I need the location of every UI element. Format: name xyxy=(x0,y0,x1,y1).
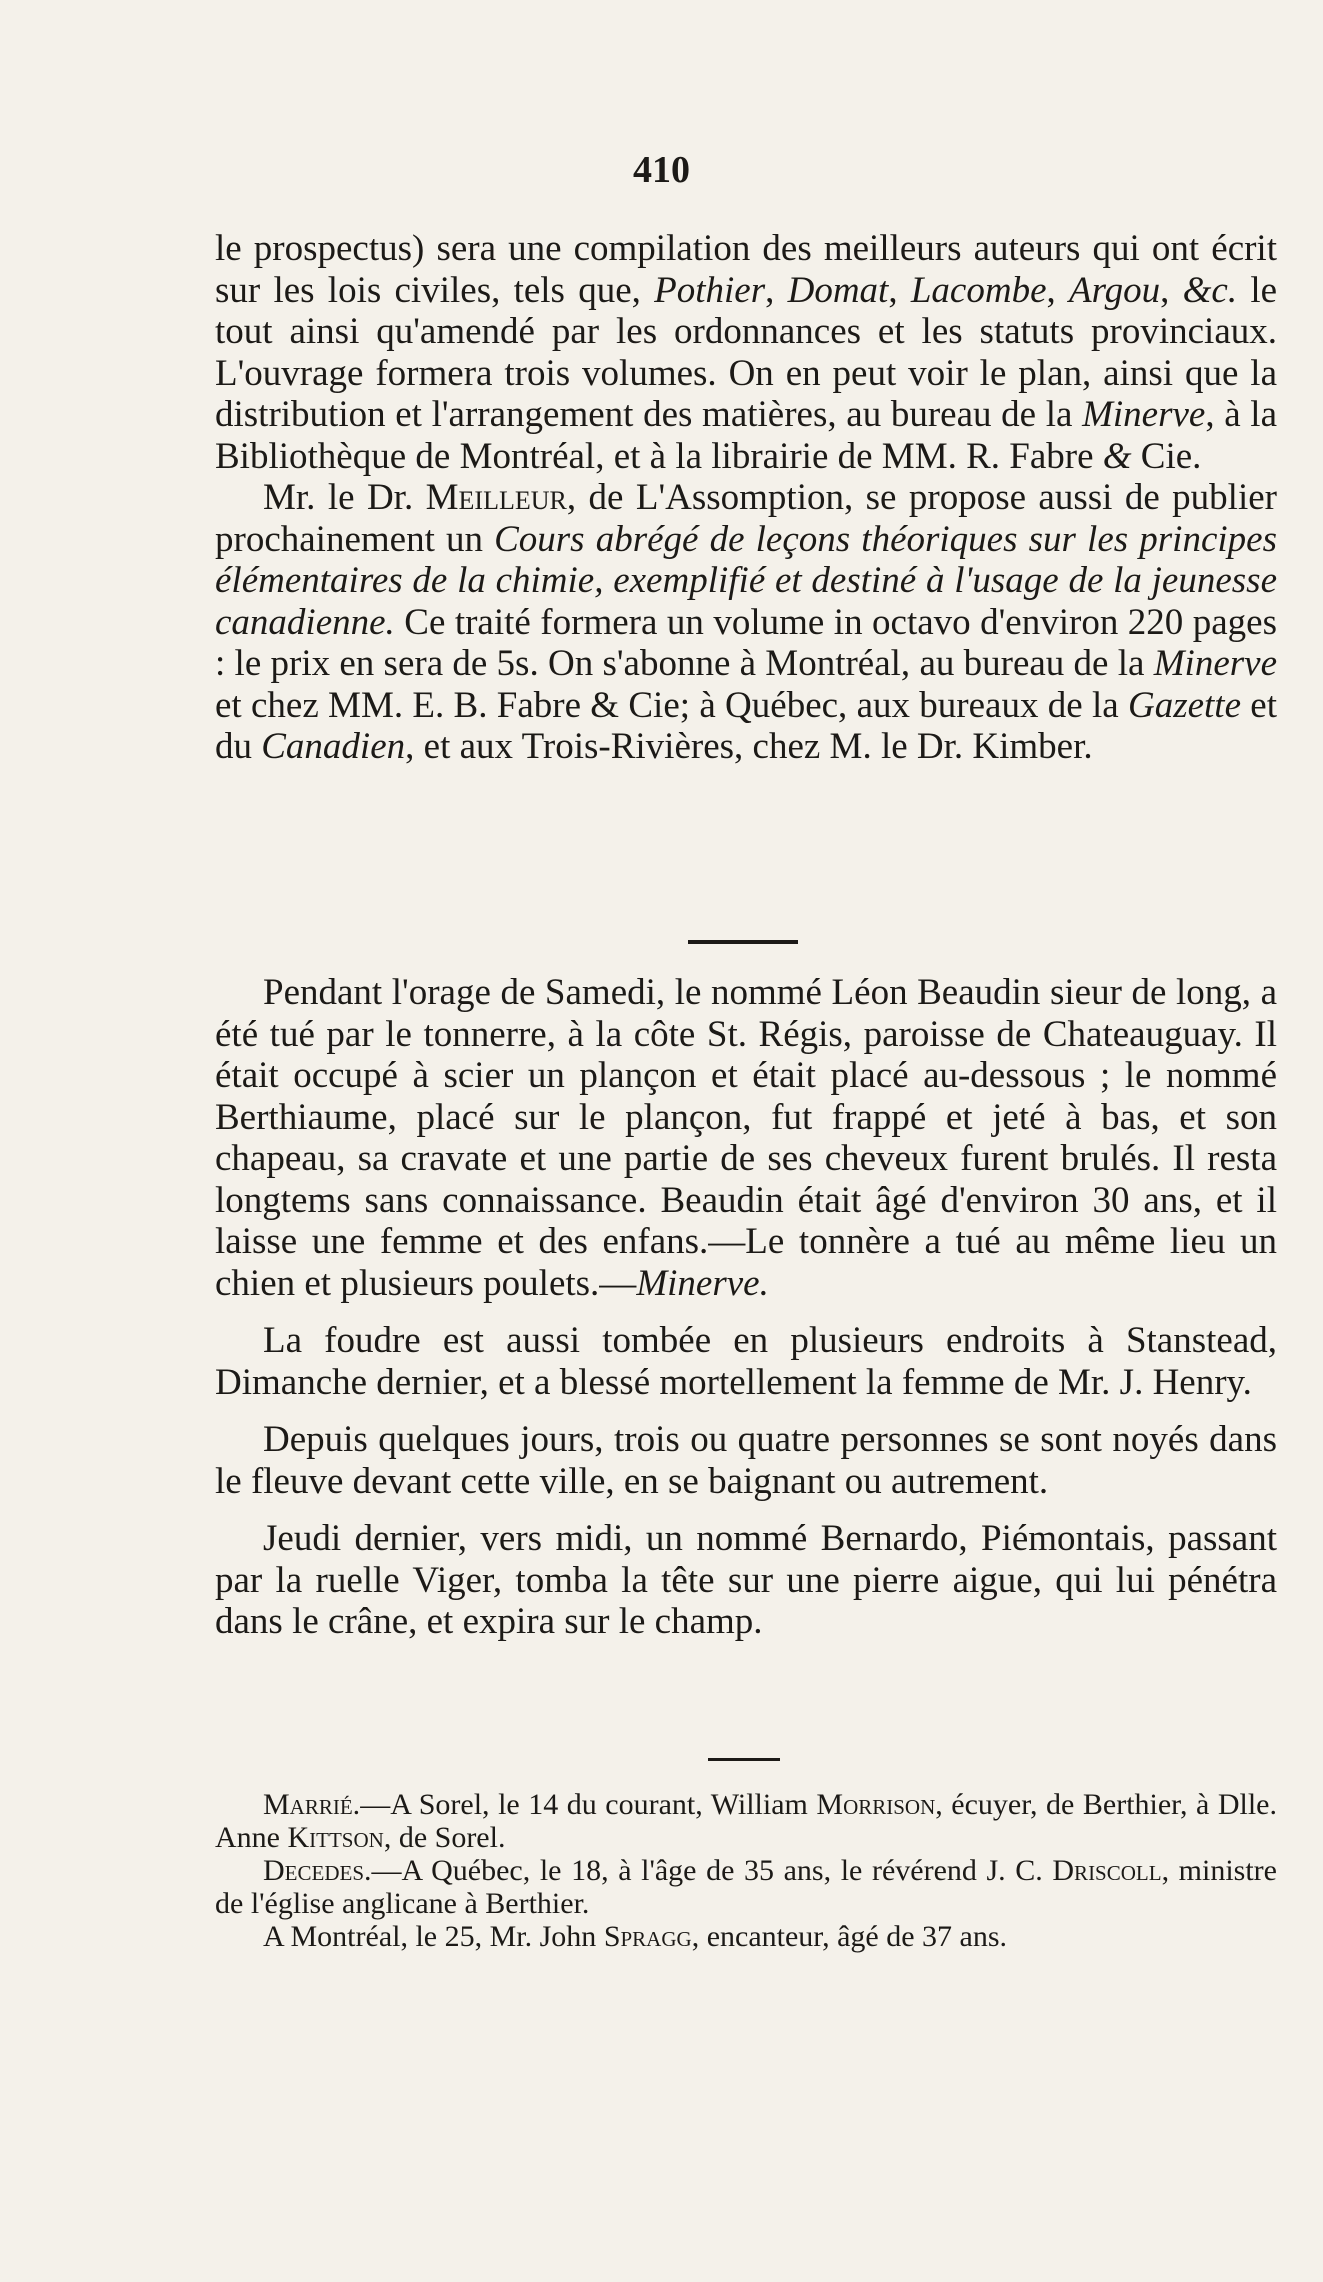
article-block-news xyxy=(215,972,1277,1643)
italic-text: &c. xyxy=(1182,269,1238,311)
section-divider xyxy=(708,1758,780,1761)
paragraph-orage: Pendant l'orage de Samedi, le nommé Léon Beaudin sieur de long, a été tué par le tonnerre, à la côte St. Régis, paroisse de Chateauguay. Il était occupé à scier un plançon et était placé au-dessous ; le nommé Berthiaume, placé sur le plançon, fut frappé et jeté à bas, et son chapeau, sa cravate et une partie de ses cheveux furent brulés. Il resta longtems sans connaissance. Beaudin était âgé d'environ 30 ans, et il laisse une femme et des enfans.—Le tonnère a tué au même lieu un chien et plusieurs poulets.—Minerve. xyxy=(215,972,1277,1304)
italic-text: Cours abrégé de leçons théoriques sur les principes élémentaires de la chimie, exemplifié et destiné à l'usage de la jeunesse canadienne. xyxy=(215,518,1277,643)
paragraph-prospectus: le prospectus) sera une compilation des meilleurs auteurs qui ont écrit sur les lois civiles, tels que, Pothier, Domat, Lacombe, Argou, &c. le tout ainsi qu'amendé par les ordonnances et les statuts provinciaux. L'ouvrage formera trois volumes. On en peut voir le plan, ainsi que la distribution et l'arrangement des matières, au bureau de la Minerve, à la Bibliothèque de Montréal, et à la librairie de MM. R. Fabre & Cie. xyxy=(215,228,1278,477)
notices-block xyxy=(215,1788,1277,1953)
paragraph-meilleur: Mr. le Dr. Meilleur, de L'Assomption, se propose aussi de publier prochainement un Cours abrégé de leçons théoriques sur les principes élémentaires de la chimie, exemplifié et destiné à l'usage de la jeunesse canadienne. Ce traité formera un volume in octavo d'environ 220 pages : le prix en sera de 5s. On s'abonne à Montréal, au bureau de la Minerve et chez MM. E. B. Fabre & Cie; à Québec, aux bureaux de la Gazette et du Canadien, et aux Trois-Rivières, chez M. le Dr. Kimber. xyxy=(215,477,1277,767)
paragraph-noyes: Depuis quelques jours, trois ou quatre personnes se sont noyés dans le fleuve devant cette ville, en se baignant ou autrement. xyxy=(215,1419,1277,1502)
italic-text: Gazette xyxy=(1127,684,1241,726)
italic-text: Pothier xyxy=(654,269,766,311)
small-caps-text: Decedes. xyxy=(263,1854,372,1887)
italic-text: Canadien xyxy=(261,726,406,767)
paragraph-foudre: La foudre est aussi tombée en plusieurs endroits à Stanstead, Dimanche dernier, et a blessé mortellement la femme de Mr. J. Henry. xyxy=(215,1320,1277,1403)
italic-text: Minerve xyxy=(1153,643,1277,684)
italic-text: & xyxy=(1102,435,1132,477)
page-number: 410 xyxy=(633,149,690,191)
small-caps-text: Morrison xyxy=(816,1788,936,1821)
small-caps-text: Spragg xyxy=(603,1920,692,1953)
small-caps-text: Meilleur xyxy=(425,477,567,518)
notice-deces-quebec: Decedes.—A Québec, le 18, à l'âge de 35 ans, le révérend J. C. Driscoll, ministre de l'église anglicane à Berthier. xyxy=(215,1854,1277,1920)
paragraph-bernardo: Jeudi dernier, vers midi, un nommé Bernardo, Piémontais, passant par la ruelle Viger, tomba la tête sur une pierre aigue, qui lui pénétra dans le crâne, et expira sur le champ. xyxy=(215,1518,1277,1642)
italic-text: Minerve. xyxy=(636,1262,769,1304)
italic-text: Argou xyxy=(1069,269,1161,311)
section-divider xyxy=(688,940,798,944)
small-caps-text: Driscoll xyxy=(1052,1854,1162,1887)
italic-text: Lacombe xyxy=(910,269,1047,311)
notice-deces-montreal: A Montréal, le 25, Mr. John Spragg, encanteur, âgé de 37 ans. xyxy=(263,1920,1008,1953)
italic-text: Minerve xyxy=(1082,394,1206,435)
small-caps-text: Kittson xyxy=(287,1821,384,1854)
article-block-top xyxy=(215,228,1277,768)
small-caps-text: Marrié. xyxy=(263,1788,361,1821)
italic-text: Domat xyxy=(787,269,889,311)
notice-mariage: Marrié.—A Sorel, le 14 du courant, William Morrison, écuyer, de Berthier, à Dlle. Anne Kittson, de Sorel. xyxy=(215,1788,1277,1854)
